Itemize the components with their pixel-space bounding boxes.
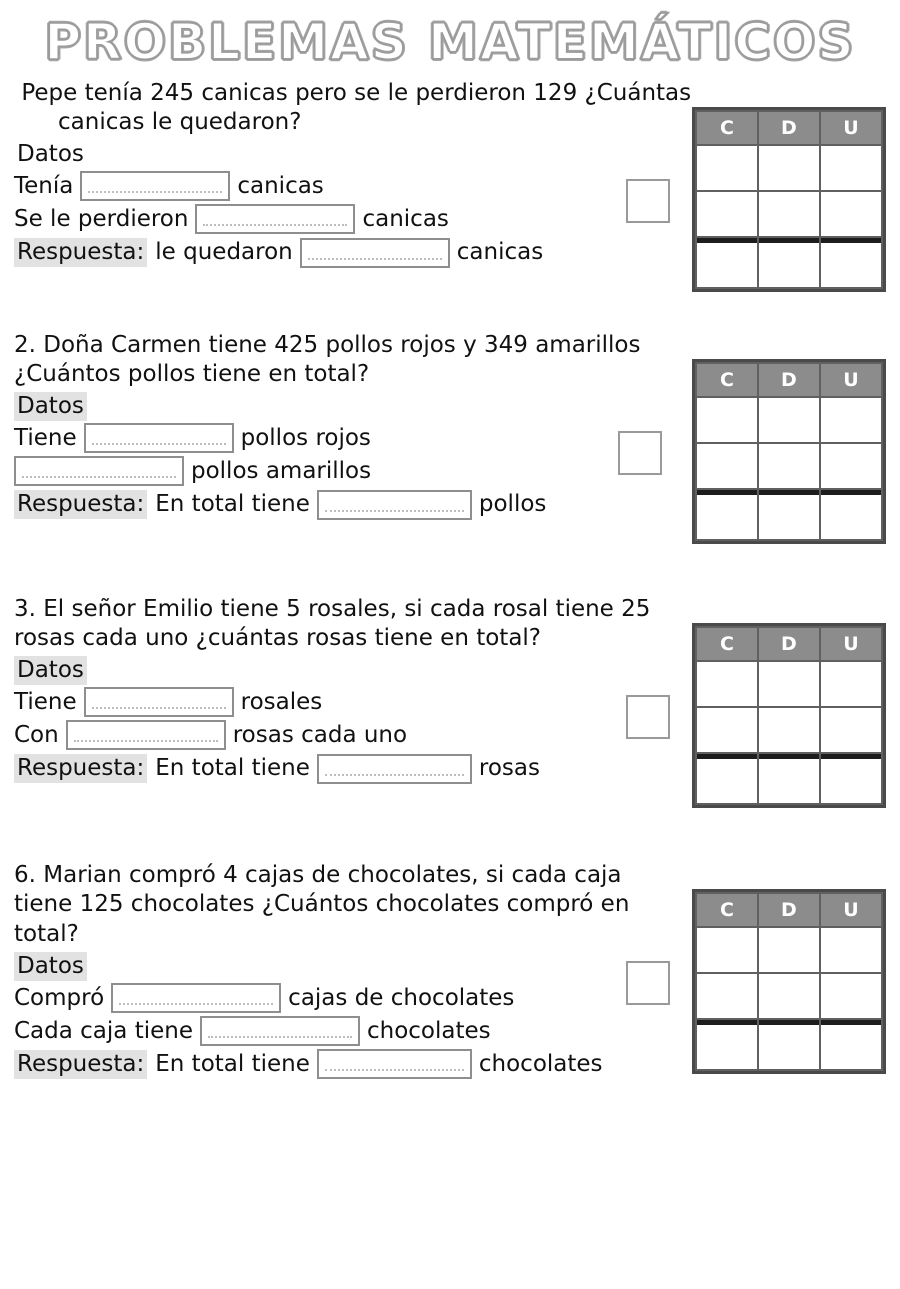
problem-2-text: 2. Doña Carmen tiene 425 pollos rojos y 349 amarillos ¿Cuántos pollos tiene en total?	[14, 331, 641, 388]
problem-3-header-u: U	[821, 628, 881, 660]
problem-3-cell[interactable]	[821, 708, 881, 752]
problem-3-datos-label: Datos	[14, 656, 87, 685]
problem-6-answer-input[interactable]	[317, 1049, 472, 1079]
problem-6-cell[interactable]	[759, 928, 819, 972]
problem-3-cell[interactable]	[697, 662, 757, 706]
problem-2-answer-input[interactable]	[317, 490, 472, 520]
problem-6-answer-before: En total tiene	[155, 1051, 310, 1078]
problem-1-operation-sign-box[interactable]	[626, 179, 670, 223]
problem-2-answer-after: pollos	[478, 491, 547, 518]
problem-1-answer-after: canicas	[456, 239, 544, 266]
problem-2-cell[interactable]	[697, 398, 757, 442]
problem-1	[14, 79, 886, 317]
problem-2-answer-before: En total tiene	[155, 491, 310, 518]
problem-1-line-2-before: Se le perdieron	[14, 206, 189, 233]
problem-1-cell[interactable]	[759, 146, 819, 190]
problem-3-header-d: D	[759, 628, 819, 660]
problem-2	[14, 331, 886, 581]
problem-1-result-cell[interactable]	[697, 238, 757, 287]
problem-3	[14, 595, 886, 847]
problem-1-result-cell[interactable]	[759, 238, 819, 287]
problem-6-line-1-before: Compró	[14, 984, 105, 1011]
problem-1-result-cell[interactable]	[821, 238, 881, 287]
problem-2-datos-label: Datos	[14, 392, 87, 421]
problem-3-header-c: C	[697, 628, 757, 660]
problem-2-line-1-input[interactable]	[84, 423, 234, 453]
problem-1-line-1-before: Tenía	[14, 173, 74, 200]
problem-6-header-c: C	[697, 894, 757, 926]
problem-3-line-1-before: Tiene	[14, 689, 77, 716]
problem-6-header-d: D	[759, 894, 819, 926]
problem-3-cell[interactable]	[759, 708, 819, 752]
problem-3-cell[interactable]	[697, 708, 757, 752]
problem-6-result-cell[interactable]	[821, 1020, 881, 1069]
problem-6-operation-sign-box[interactable]	[626, 961, 670, 1005]
problem-6-cell[interactable]	[697, 974, 757, 1018]
problem-6-answer-label: Respuesta:	[14, 1050, 147, 1079]
problem-2-line-1-before: Tiene	[14, 425, 77, 452]
problem-2-operation-sign-box[interactable]	[618, 431, 662, 475]
problem-6-line-2-before: Cada caja tiene	[14, 1018, 193, 1045]
problem-6-statement	[14, 861, 674, 951]
problem-1-cell[interactable]	[759, 192, 819, 236]
problem-6-cell[interactable]	[821, 974, 881, 1018]
problem-2-line-2-input[interactable]	[14, 456, 184, 486]
problem-3-cell[interactable]	[759, 662, 819, 706]
problem-2-result-cell[interactable]	[821, 490, 881, 539]
problem-1-line-1-after: canicas	[237, 173, 324, 200]
problem-3-result-cell[interactable]	[821, 754, 881, 803]
problem-6-cell[interactable]	[759, 974, 819, 1018]
problem-6-cell[interactable]	[821, 928, 881, 972]
problem-1-cell[interactable]	[821, 192, 881, 236]
problem-3-statement	[14, 595, 674, 655]
problem-6-line-2-input[interactable]	[200, 1016, 360, 1046]
problem-2-result-cell[interactable]	[759, 490, 819, 539]
problem-2-cdu-grid	[692, 359, 886, 544]
problem-6-datos-label: Datos	[14, 952, 87, 981]
page-title: PROBLEMAS MATEMÁTICOS	[44, 13, 856, 71]
problem-1-cell[interactable]	[821, 146, 881, 190]
problem-1-statement	[14, 79, 718, 139]
problem-1-answer-input[interactable]	[300, 238, 450, 268]
problem-3-answer-before: En total tiene	[155, 755, 310, 782]
problem-2-cell[interactable]	[697, 444, 757, 488]
problem-6-line-2-after: chocolates	[366, 1018, 491, 1045]
problem-1-cdu-grid	[692, 107, 886, 292]
problem-2-header-u: U	[821, 364, 881, 396]
problem-6-answer-after: chocolates	[478, 1051, 603, 1078]
problem-3-answer-input[interactable]	[317, 754, 472, 784]
problem-1-header-c: C	[697, 112, 757, 144]
problem-3-line-1-input[interactable]	[84, 687, 234, 717]
problem-2-statement	[14, 331, 674, 391]
problem-1-text: Pepe tenía 245 canicas pero se le perdieron 129 ¿Cuántas canicas le quedaron?	[21, 79, 692, 136]
problem-6-result-cell[interactable]	[697, 1020, 757, 1069]
problem-6-cell[interactable]	[697, 928, 757, 972]
problem-1-cell[interactable]	[697, 192, 757, 236]
problem-6	[14, 861, 886, 1111]
problem-1-cell[interactable]	[697, 146, 757, 190]
problem-1-answer-before: le quedaron	[155, 239, 293, 266]
problem-3-line-2-after: rosas cada uno	[232, 722, 408, 749]
problem-1-line-2-input[interactable]	[195, 204, 355, 234]
problem-1-header-u: U	[821, 112, 881, 144]
problem-1-line-1-input[interactable]	[80, 171, 230, 201]
problem-3-line-2-input[interactable]	[66, 720, 226, 750]
problem-3-answer-label: Respuesta:	[14, 754, 147, 783]
problem-2-header-d: D	[759, 364, 819, 396]
problem-1-datos-label: Datos	[17, 141, 84, 168]
problem-3-line-1-after: rosales	[240, 689, 323, 716]
problem-2-result-cell[interactable]	[697, 490, 757, 539]
problem-2-answer-label: Respuesta:	[14, 490, 147, 519]
problem-1-header-d: D	[759, 112, 819, 144]
worksheet-page	[0, 13, 900, 1289]
problem-3-result-cell[interactable]	[697, 754, 757, 803]
problem-3-operation-sign-box[interactable]	[626, 695, 670, 739]
problem-1-answer-label: Respuesta:	[14, 238, 147, 267]
problem-3-cdu-grid	[692, 623, 886, 808]
problem-6-cdu-grid	[692, 889, 886, 1074]
problem-1-line-2-after: canicas	[362, 206, 449, 233]
problem-2-header-c: C	[697, 364, 757, 396]
problem-2-cell[interactable]	[759, 398, 819, 442]
problem-6-header-u: U	[821, 894, 881, 926]
problem-6-result-cell[interactable]	[759, 1020, 819, 1069]
problem-6-line-1-input[interactable]	[111, 983, 281, 1013]
problem-3-line-2-before: Con	[14, 722, 59, 749]
problem-6-text: 6. Marian compró 4 cajas de chocolates, si cada caja tiene 125 chocolates ¿Cuántos chocolates compró en total?	[14, 861, 630, 948]
problem-3-text: 3. El señor Emilio tiene 5 rosales, si cada rosal tiene 25 rosas cada uno ¿cuántas rosas tiene en total?	[14, 595, 651, 652]
problem-2-line-2-after: pollos amarillos	[191, 458, 372, 485]
problem-6-line-1-after: cajas de chocolates	[288, 984, 515, 1011]
problem-3-cell[interactable]	[821, 662, 881, 706]
problem-2-line-1-after: pollos rojos	[240, 425, 371, 452]
problem-3-result-cell[interactable]	[759, 754, 819, 803]
problem-2-cell[interactable]	[821, 444, 881, 488]
problem-2-cell[interactable]	[759, 444, 819, 488]
problem-3-answer-after: rosas	[478, 755, 540, 782]
problem-2-cell[interactable]	[821, 398, 881, 442]
